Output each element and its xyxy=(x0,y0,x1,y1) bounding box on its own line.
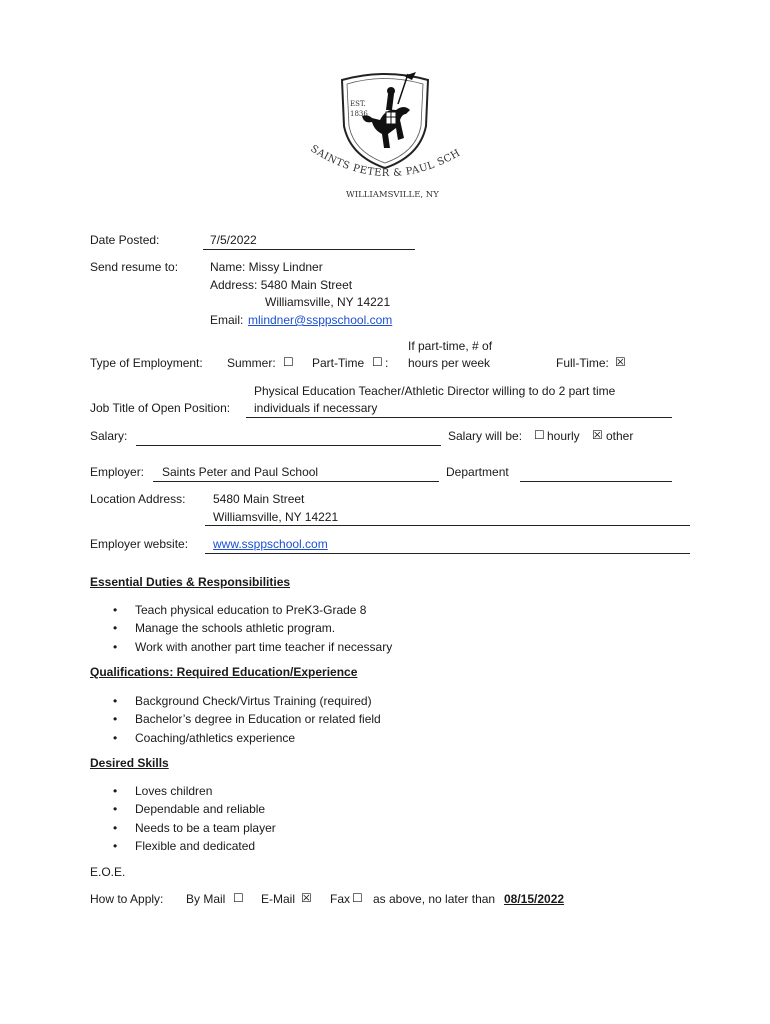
duties-list xyxy=(90,601,392,656)
hourly-checkbox[interactable]: ☐ xyxy=(534,428,545,442)
apply-email-label: E-Mail xyxy=(261,892,296,906)
list-item: • Coaching/athletics experience xyxy=(90,729,381,747)
svg-text:EST.: EST. xyxy=(350,100,366,108)
contact-address: Address: 5480 Main Street xyxy=(210,278,353,292)
parttime-label: Part-Time xyxy=(312,356,365,370)
apply-label: How to Apply: xyxy=(90,892,164,906)
list-item: • Work with another part time teacher if necessary xyxy=(90,638,392,656)
date-posted-underline xyxy=(203,249,415,250)
location-line2: Williamsville, NY 14221 xyxy=(213,510,339,524)
job-title-underline xyxy=(246,417,672,418)
skills-heading: Desired Skills xyxy=(90,756,169,770)
date-posted-label: Date Posted: xyxy=(90,233,160,247)
contact-address-line2: Williamsville, NY 14221 xyxy=(265,295,391,309)
employment-type-label: Type of Employment: xyxy=(90,356,203,370)
website-underline xyxy=(205,553,690,554)
employer-underline xyxy=(153,481,439,482)
eoe-statement: E.O.E. xyxy=(90,865,126,879)
list-item: • Teach physical education to PreK3-Grade 8 xyxy=(90,601,392,619)
qualifications-heading: Qualifications: Required Education/Experience xyxy=(90,665,358,679)
list-item: • Manage the schools athletic program. xyxy=(90,619,392,637)
qualifications-list xyxy=(90,692,381,747)
location-underline xyxy=(205,525,690,526)
apply-mail-label: By Mail xyxy=(186,892,226,906)
apply-fax-checkbox[interactable]: ☐ xyxy=(352,891,363,905)
list-item: • Dependable and reliable xyxy=(90,800,276,818)
list-item: • Background Check/Virtus Training (required) xyxy=(90,692,381,710)
list-item: • Needs to be a team player xyxy=(90,819,276,837)
svg-text:SAINTS PETER & PAUL SCHOOL: SAINTS PETER & PAUL SCH xyxy=(308,143,463,180)
send-resume-label: Send resume to: xyxy=(90,260,179,274)
employer-label: Employer: xyxy=(90,465,145,479)
location-line1: 5480 Main Street xyxy=(213,492,305,506)
duties-heading: Essential Duties & Responsibilities xyxy=(90,575,291,589)
summer-checkbox[interactable]: ☐ xyxy=(283,355,294,369)
apply-fax-label: Fax xyxy=(330,892,351,906)
school-logo xyxy=(300,64,470,204)
other-label: other xyxy=(606,429,634,443)
hours-per-week-label-line2: hours per week xyxy=(408,356,491,370)
date-posted-value: 7/5/2022 xyxy=(210,233,257,247)
summer-label: Summer: xyxy=(227,356,276,370)
list-item: • Bachelor’s degree in Education or related field xyxy=(90,710,381,728)
apply-suffix: as above, no later than xyxy=(373,892,496,906)
contact-name: Name: Missy Lindner xyxy=(210,260,323,274)
parttime-checkbox[interactable]: ☐ xyxy=(372,355,383,369)
hourly-label: hourly xyxy=(547,429,580,443)
apply-deadline: 08/15/2022 xyxy=(504,892,565,906)
job-title-line1: Physical Education Teacher/Athletic Director willing to do 2 part time xyxy=(254,384,616,398)
fulltime-checkbox[interactable]: ☒ xyxy=(615,355,626,369)
employer-value: Saints Peter and Paul School xyxy=(162,465,319,479)
department-underline xyxy=(520,481,672,482)
school-crest-icon xyxy=(300,64,470,204)
website-label: Employer website: xyxy=(90,537,189,551)
location-label: Location Address: xyxy=(90,492,186,506)
hours-per-week-label-line1: If part-time, # of xyxy=(408,339,493,353)
contact-email-link[interactable]: mlindner@ssppschool.com xyxy=(248,313,393,327)
job-title-line2: individuals if necessary xyxy=(254,401,378,415)
skills-list xyxy=(90,782,276,855)
list-item: • Loves children xyxy=(90,782,276,800)
apply-email-checkbox[interactable]: ☒ xyxy=(301,891,312,905)
job-title-label: Job Title of Open Position: xyxy=(90,401,231,415)
website-link[interactable]: www.ssppschool.com xyxy=(213,537,328,551)
contact-email-label: Email: xyxy=(210,313,244,327)
salary-underline xyxy=(136,445,441,446)
department-label: Department xyxy=(446,465,509,479)
salary-will-be-label: Salary will be: xyxy=(448,429,523,443)
apply-mail-checkbox[interactable]: ☐ xyxy=(233,891,244,905)
svg-text:1836: 1836 xyxy=(350,110,368,118)
list-item: • Flexible and dedicated xyxy=(90,837,276,855)
parttime-colon: : xyxy=(385,356,389,370)
salary-label: Salary: xyxy=(90,429,128,443)
svg-text:WILLIAMSVILLE, NY: WILLIAMSVILLE, NY xyxy=(346,190,439,200)
fulltime-label: Full-Time: xyxy=(556,356,609,370)
other-checkbox[interactable]: ☒ xyxy=(592,428,603,442)
